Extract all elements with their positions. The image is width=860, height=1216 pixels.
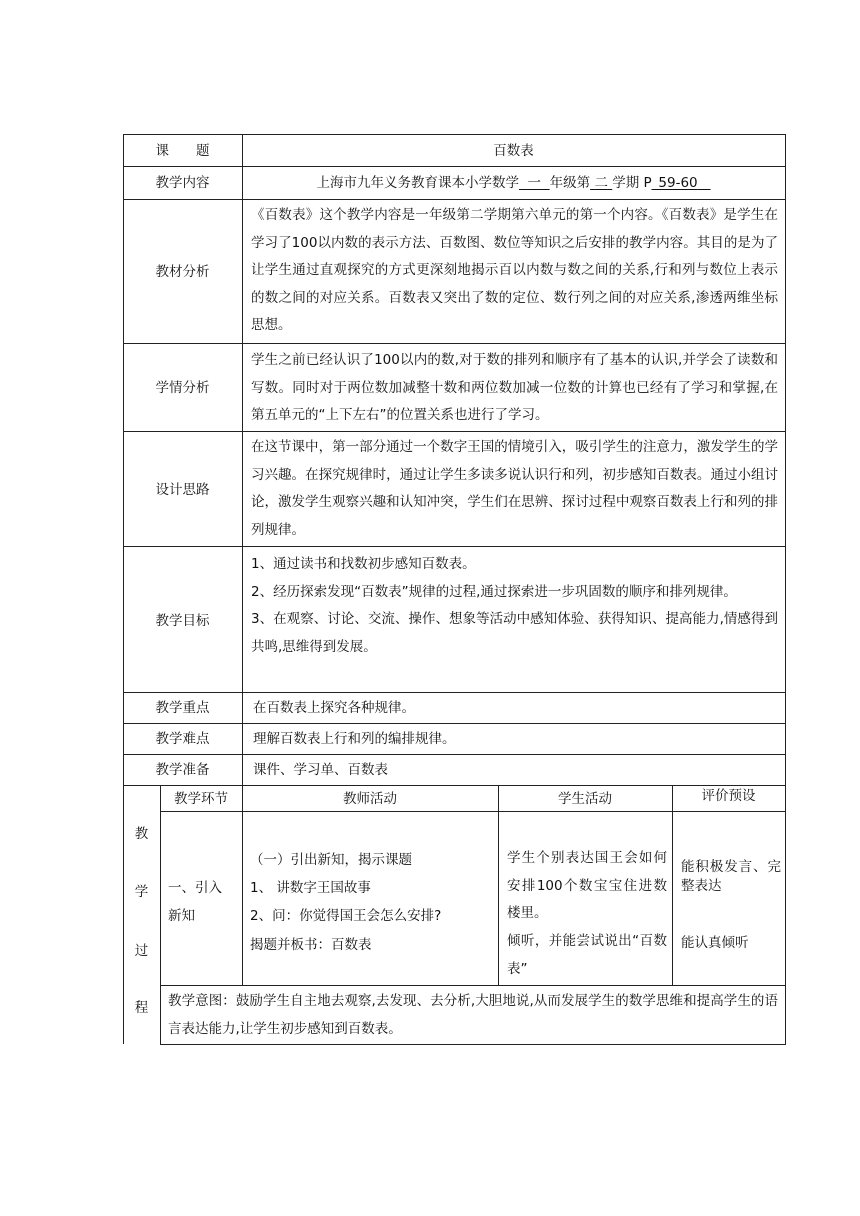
objectives-list <box>251 551 778 661</box>
content-prefix: 上海市九年义务教育课本小学数学 <box>316 175 519 191</box>
process-side-char: 过 <box>134 943 149 959</box>
col-header-evaluation: 评价预设 <box>701 788 756 804</box>
student-column-divider <box>672 785 673 985</box>
stage-column-divider <box>242 785 243 985</box>
difficulties-label: 教学难点 <box>155 731 210 747</box>
process-side-divider <box>160 785 161 1045</box>
content-mid1: 年级第 <box>549 175 591 191</box>
teacher-column-divider <box>498 785 499 985</box>
difficulties-text: 理解百数表上行和列的编排规律。 <box>253 731 456 747</box>
topic-value: 百数表 <box>493 143 534 159</box>
student-analysis-label: 学情分析 <box>155 380 210 396</box>
teacher-activity-line: 1、 讲数字王国故事 <box>250 880 371 896</box>
objective-item: 3、在观察、讨论、交流、操作、想象等活动中感知体验、获得知识、提高能力,情感得到共鸣,思维得到发展。 <box>251 611 778 655</box>
teacher-activity-line: （一）引出新知，揭示课题 <box>250 852 412 868</box>
teaching-intent: 教学意图：鼓励学生自主地去观察,去发现、去分析,大胆地说,从而发展学生的数学思维和提高学生的语言表达能力,让学生初步感知到百数表。 <box>168 993 778 1037</box>
table-rule <box>123 343 785 344</box>
table-rule <box>123 723 785 724</box>
student-activity-2: 倾听，并能尝试说出“百数表” <box>507 933 667 977</box>
process-side-char: 教 <box>134 826 149 842</box>
content-value <box>242 175 785 191</box>
preparation-label: 教学准备 <box>155 762 210 778</box>
col-header-student: 学生活动 <box>558 791 612 807</box>
textbook-analysis-text: 《百数表》这个教学内容是一年级第二学期第六单元的第一个内容。《百数表》是学生在学习了100以内数的表示方法、百数图、数位等知识之后安排的教学内容。其目的是为了让学生通过直观探究的方式更深刻地揭示百以内数与数之间的关系,行和列与数位上表示的数之间的对应关系。百数表又突出了数的定位、数行列之间的对应关系,渗透两维坐标思想。 <box>251 207 778 333</box>
student-analysis-text: 学生之前已经认识了100以内的数,对于数的排列和顺序有了基本的认识,并学会了读数和写数。同时对于两位数加减整十数和两位数加减一位数的计算也已经有了学习和掌握,在第五单元的“上下左右”的位置关系也进行了学习。 <box>251 352 778 423</box>
process-side-char: 程 <box>134 1000 149 1016</box>
student-activity-1: 学生个别表达国王会如何安排100个数宝宝住进数楼里。 <box>507 850 667 921</box>
design-ideas-text: 在这节课中，第一部分通过一个数字王国的情境引入，吸引学生的注意力，激发学生的学习兴趣。在探究规律时，通过让学生多读多说认识行和列，初步感知百数表。通过小组讨论，激发学生观察兴趣和认知冲突，学生们在思辨、探讨过程中观察百数表上行和列的排列规律。 <box>251 439 778 538</box>
textbook-analysis-label: 教材分析 <box>155 264 210 280</box>
objective-item: 1、通过读书和找数初步感知百数表。 <box>251 556 476 572</box>
table-rule <box>123 785 785 786</box>
evaluation-2: 能认真倾听 <box>681 935 749 951</box>
col-header-stage: 教学环节 <box>174 791 228 807</box>
content-grade: 一 <box>527 175 542 191</box>
objectives-label: 教学目标 <box>155 613 210 629</box>
col-header-teacher: 教师活动 <box>343 791 397 807</box>
table-rule <box>123 754 785 755</box>
content-label: 教学内容 <box>155 175 210 191</box>
preparation-text: 课件、学习单、百数表 <box>253 762 388 778</box>
content-mid2: 学期 P <box>612 175 652 191</box>
content-pages: _59-60 <box>651 175 698 191</box>
design-ideas-label: 设计思路 <box>155 482 210 498</box>
stage-name-line2: 新知 <box>168 908 195 924</box>
key-points-text: 在百数表上探究各种规律。 <box>253 700 415 716</box>
table-rule <box>123 431 785 432</box>
table-rule <box>160 811 785 812</box>
process-side-char: 学 <box>134 884 149 900</box>
stage-name-line1: 一、引入 <box>168 880 222 896</box>
table-rule <box>160 985 785 986</box>
teacher-activity-line: 揭题并板书：百数表 <box>250 937 372 953</box>
table-border-right <box>785 134 786 1045</box>
topic-label: 课 题 <box>155 143 210 159</box>
key-points-label: 教学重点 <box>155 700 210 716</box>
table-rule <box>123 199 785 200</box>
table-border-top <box>123 134 785 135</box>
table-rule <box>123 546 785 547</box>
label-column-divider <box>242 134 243 786</box>
teacher-activity-line: 2、问：你觉得国王会怎么安排? <box>250 908 442 924</box>
table-border-bottom <box>160 1044 785 1045</box>
content-term: 二 <box>594 175 608 191</box>
table-rule <box>123 692 785 693</box>
objective-item: 2、经历探索发现“百数表”规律的过程,通过探索进一步巩固数的顺序和排列规律。 <box>251 583 737 600</box>
evaluation-1: 能积极发言、完整表达 <box>681 859 781 894</box>
table-rule <box>123 166 785 167</box>
